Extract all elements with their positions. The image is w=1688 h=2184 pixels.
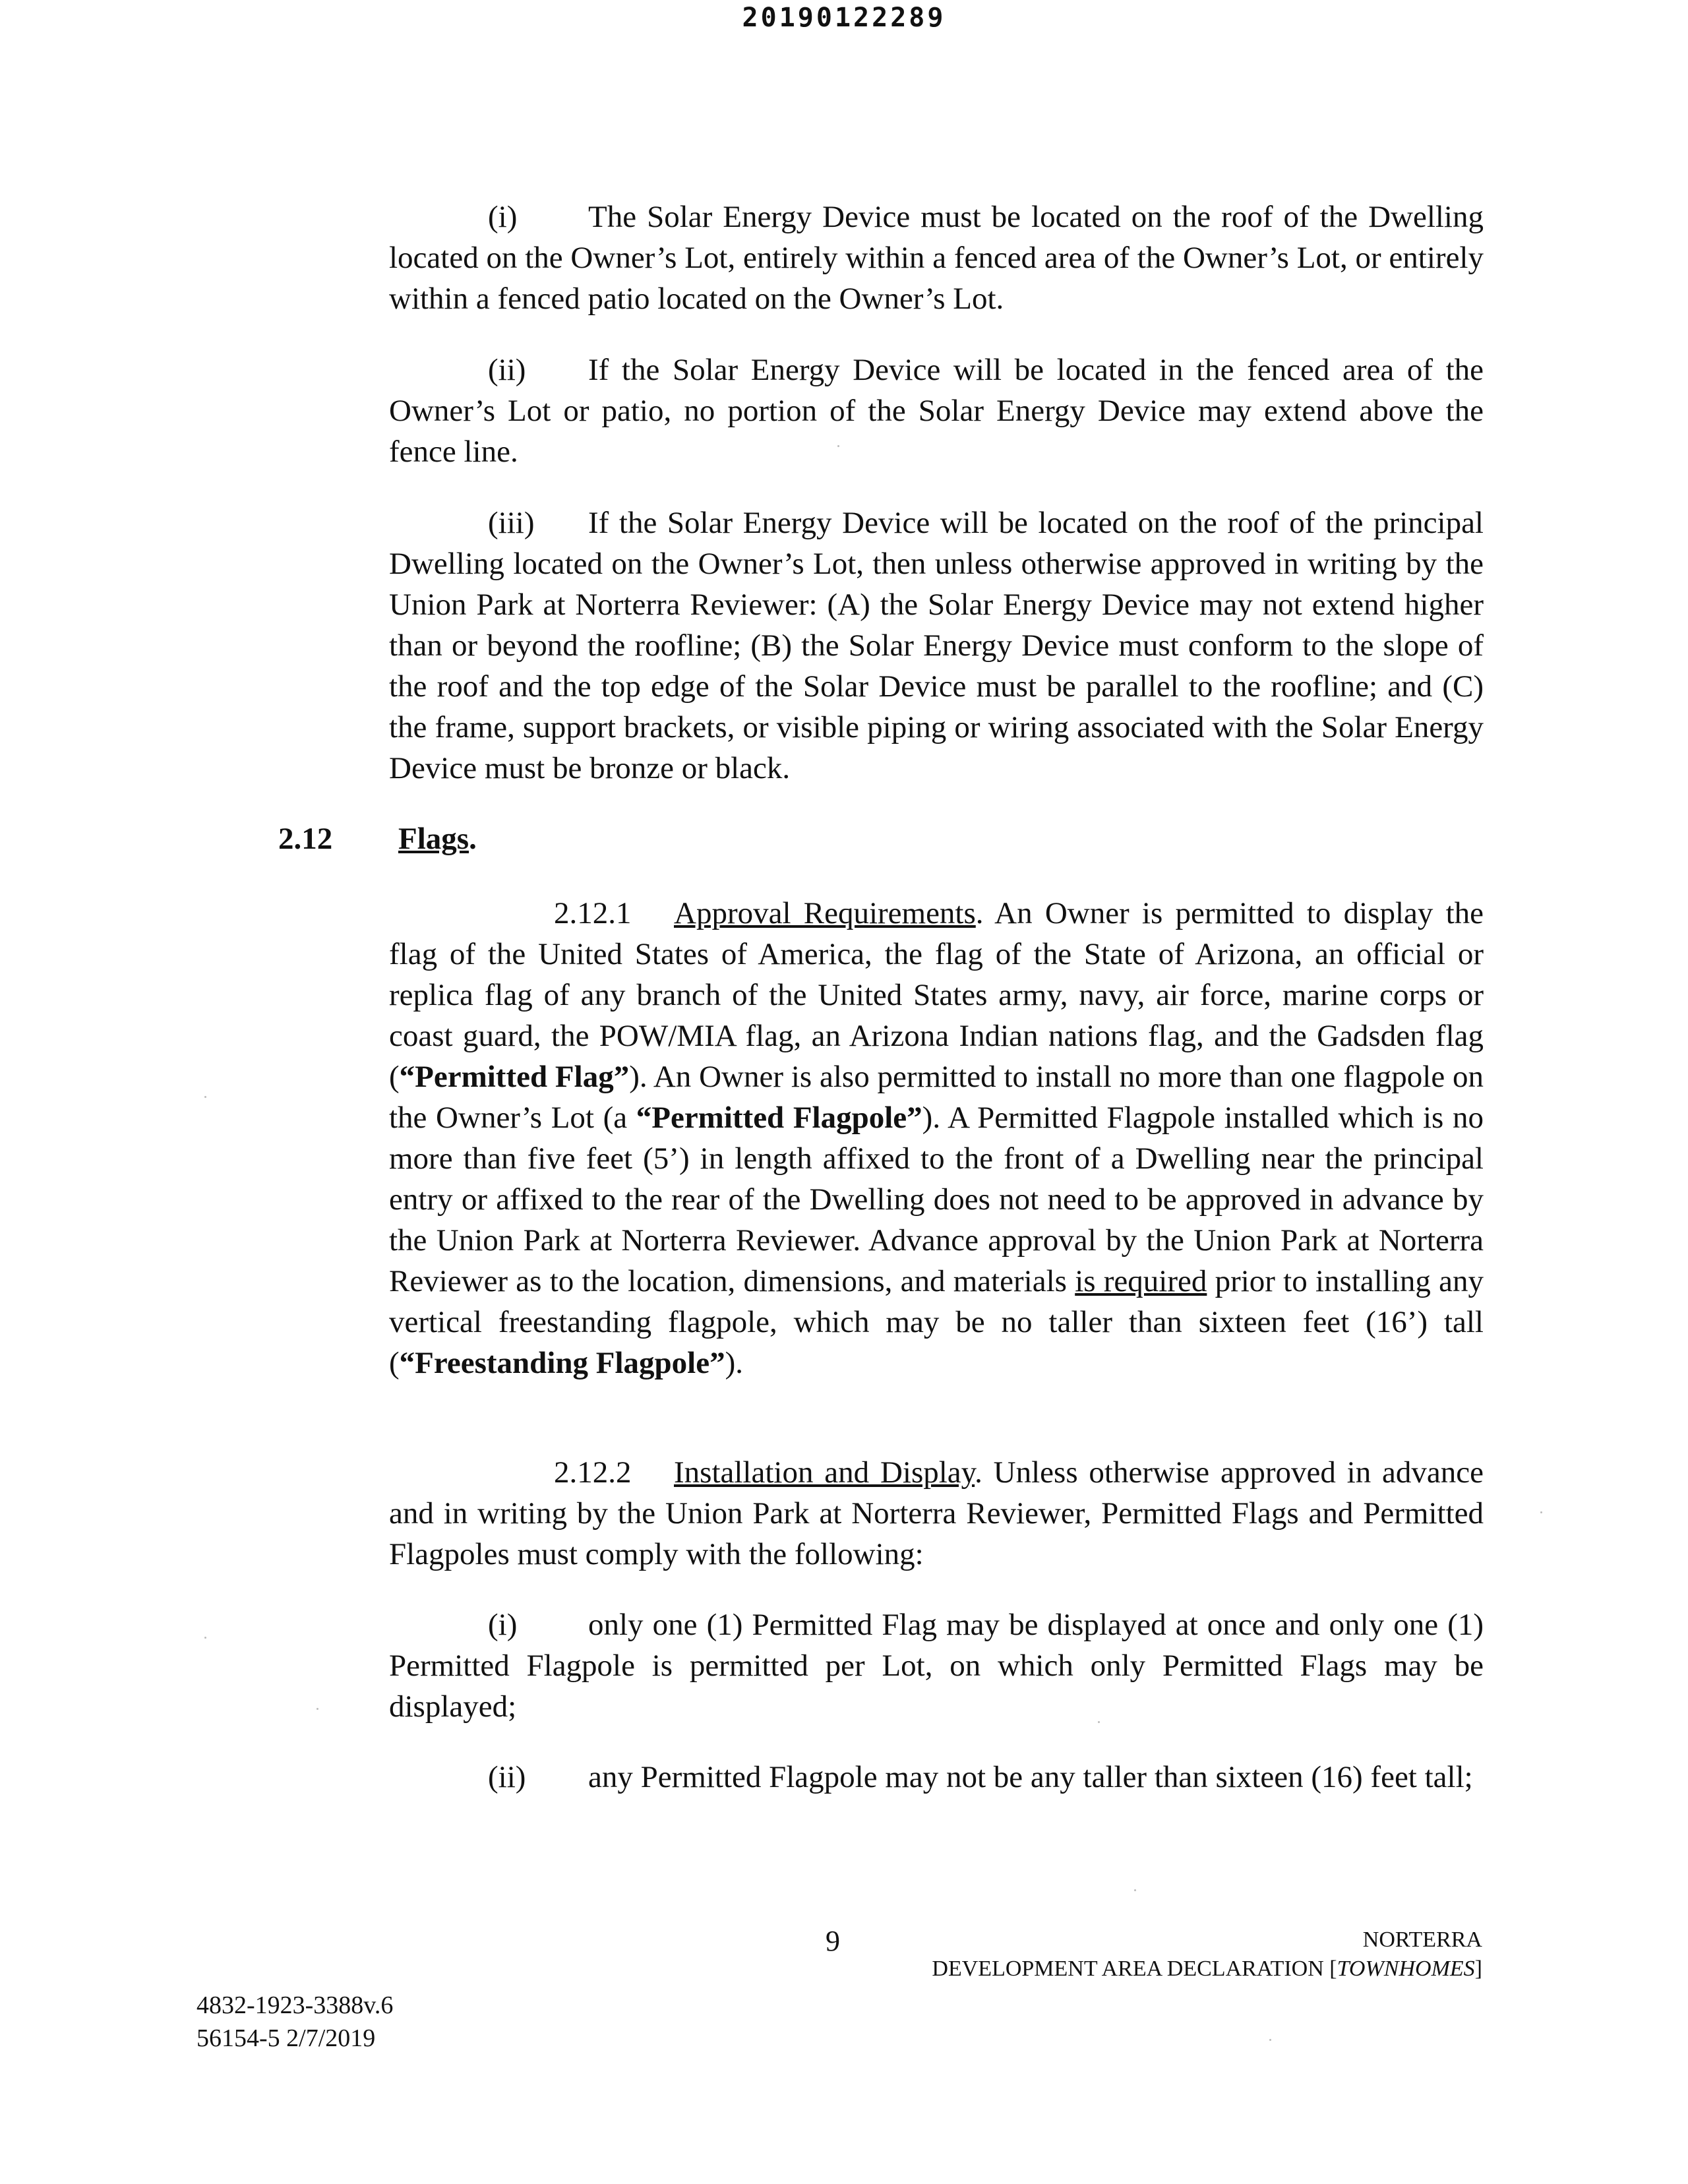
- paragraph-text: If the Solar Energy Device will be located on the roof of the principal Dwelling located on the Owner’s Lot, then unless otherwise approved in writing by the Union Park at Norterra Reviewer: (A) the Solar Energy Device may not extend higher than or beyond the roofline; (B) the Solar Energy Device must conform to the slope of the roof and the top edge of the Solar Device must be parallel to the roofline; and (C) the frame, support brackets, or visible piping or wiring associated with the Solar Energy Device must be bronze or black.: [389, 506, 1484, 785]
- scan-speck: [1269, 2039, 1271, 2041]
- document-number: 20190122289: [742, 3, 946, 33]
- footer-document-id: [196, 1989, 393, 2055]
- paragraph-solar-i: [389, 197, 1484, 319]
- scan-speck: [204, 1637, 206, 1639]
- page-number: 9: [826, 1925, 840, 1957]
- paragraph-text: The Solar Energy Device must be located on the roof of the Dwelling located on the Owner’s Lot, entirely within a fenced area of the Owner’s Lot, or entirely within a fenced patio located on the Owner’s Lot.: [389, 200, 1484, 316]
- section-title-period: .: [469, 822, 477, 856]
- emphasis-is-required: is required: [1075, 1264, 1207, 1298]
- list-item-label: (i): [488, 1608, 518, 1642]
- subsection-text: ). A Permitted Flagpole installed which is no more than five feet (5’) in length affixed to the front of a Dwelling near the principal entry or affixed to the rear of the Dwelling does not need to be approved in advance by the Union Park at Norterra Reviewer. Advance approval by the Union Park at Norterra Reviewer as to the location, dimensions, and materials: [389, 1101, 1484, 1298]
- scan-speck: [204, 1096, 206, 1098]
- section-heading: [278, 821, 477, 857]
- scan-speck: [1098, 1721, 1100, 1723]
- list-item-label: (ii): [488, 1760, 526, 1794]
- subsection-text: prior to installing any vertical freestanding flagpole, which may be no taller than sixteen feet (16’) tall (: [389, 1264, 1484, 1380]
- subsection-2-12-1: [389, 893, 1484, 1383]
- subsection-number: 2.12.1: [554, 896, 632, 930]
- paragraph-label: (i): [488, 200, 518, 234]
- scan-speck: [1540, 1511, 1542, 1513]
- subsection-heading: Installation and Display: [674, 1455, 975, 1490]
- footer-title-line2: [932, 1955, 1482, 1984]
- subsection-2-12-2: [389, 1452, 1484, 1575]
- defined-term-permitted-flag: “Permitted Flag”: [399, 1060, 630, 1094]
- subsection-text: . Unless otherwise approved in advance and in writing by the Union Park at Norterra Reviewer, Permitted Flags and Permitted Flagpoles must comply with the following:: [389, 1455, 1484, 1571]
- footer-title-text: DEVELOPMENT AREA DECLARATION [: [932, 1957, 1337, 1981]
- list-item-flag-i: [389, 1604, 1484, 1727]
- scan-speck: [837, 445, 839, 447]
- footer-id-line1: 4832-1923-3388v.6: [196, 1991, 394, 2019]
- defined-term-permitted-flagpole: “Permitted Flagpole”: [636, 1101, 922, 1135]
- subsection-number: 2.12.2: [554, 1455, 632, 1490]
- scan-speck: [316, 1708, 318, 1710]
- paragraph-label: (ii): [488, 353, 526, 387]
- list-item-flag-ii: [389, 1757, 1484, 1798]
- paragraph-label: (iii): [488, 506, 535, 540]
- paragraph-solar-ii: [389, 349, 1484, 472]
- subsection-text: ). An Owner is also permitted to install no more than one flagpole on the Owner’s Lot (a: [389, 1060, 1484, 1135]
- footer-id-line2: 56154-5 2/7/2019: [196, 2024, 376, 2052]
- list-item-text: any Permitted Flagpole may not be any taller than sixteen (16) feet tall;: [588, 1760, 1473, 1794]
- footer-title-line1: NORTERRA: [1362, 1927, 1482, 1952]
- defined-term-freestanding-flagpole: “Freestanding Flagpole”: [399, 1346, 725, 1380]
- footer-title-bracket: ]: [1474, 1957, 1482, 1981]
- scan-speck: [1134, 1889, 1136, 1891]
- section-title: Flags: [398, 822, 469, 856]
- paragraph-text: If the Solar Energy Device will be located in the fenced area of the Owner’s Lot or patio, no portion of the Solar Energy Device may extend above the fence line.: [389, 353, 1484, 469]
- paragraph-solar-iii: [389, 502, 1484, 789]
- section-number: 2.12: [278, 822, 333, 856]
- list-item-text: only one (1) Permitted Flag may be displayed at once and only one (1) Permitted Flagpole is permitted per Lot, on which only Permitted Flags may be displayed;: [389, 1608, 1484, 1724]
- subsection-text: ).: [725, 1346, 743, 1380]
- footer-document-title: [932, 1926, 1482, 1984]
- subsection-heading: Approval Requirements: [674, 896, 976, 930]
- footer-title-italic: TOWNHOMES: [1337, 1957, 1475, 1981]
- subsection-text: . An Owner is permitted to display the flag of the United States of America, the flag of the State of Arizona, an official or replica flag of any branch of the United States army, navy, air force, marine corps or coast guard, the POW/MIA flag, an Arizona Indian nations flag, and the Gadsden flag (: [389, 896, 1484, 1094]
